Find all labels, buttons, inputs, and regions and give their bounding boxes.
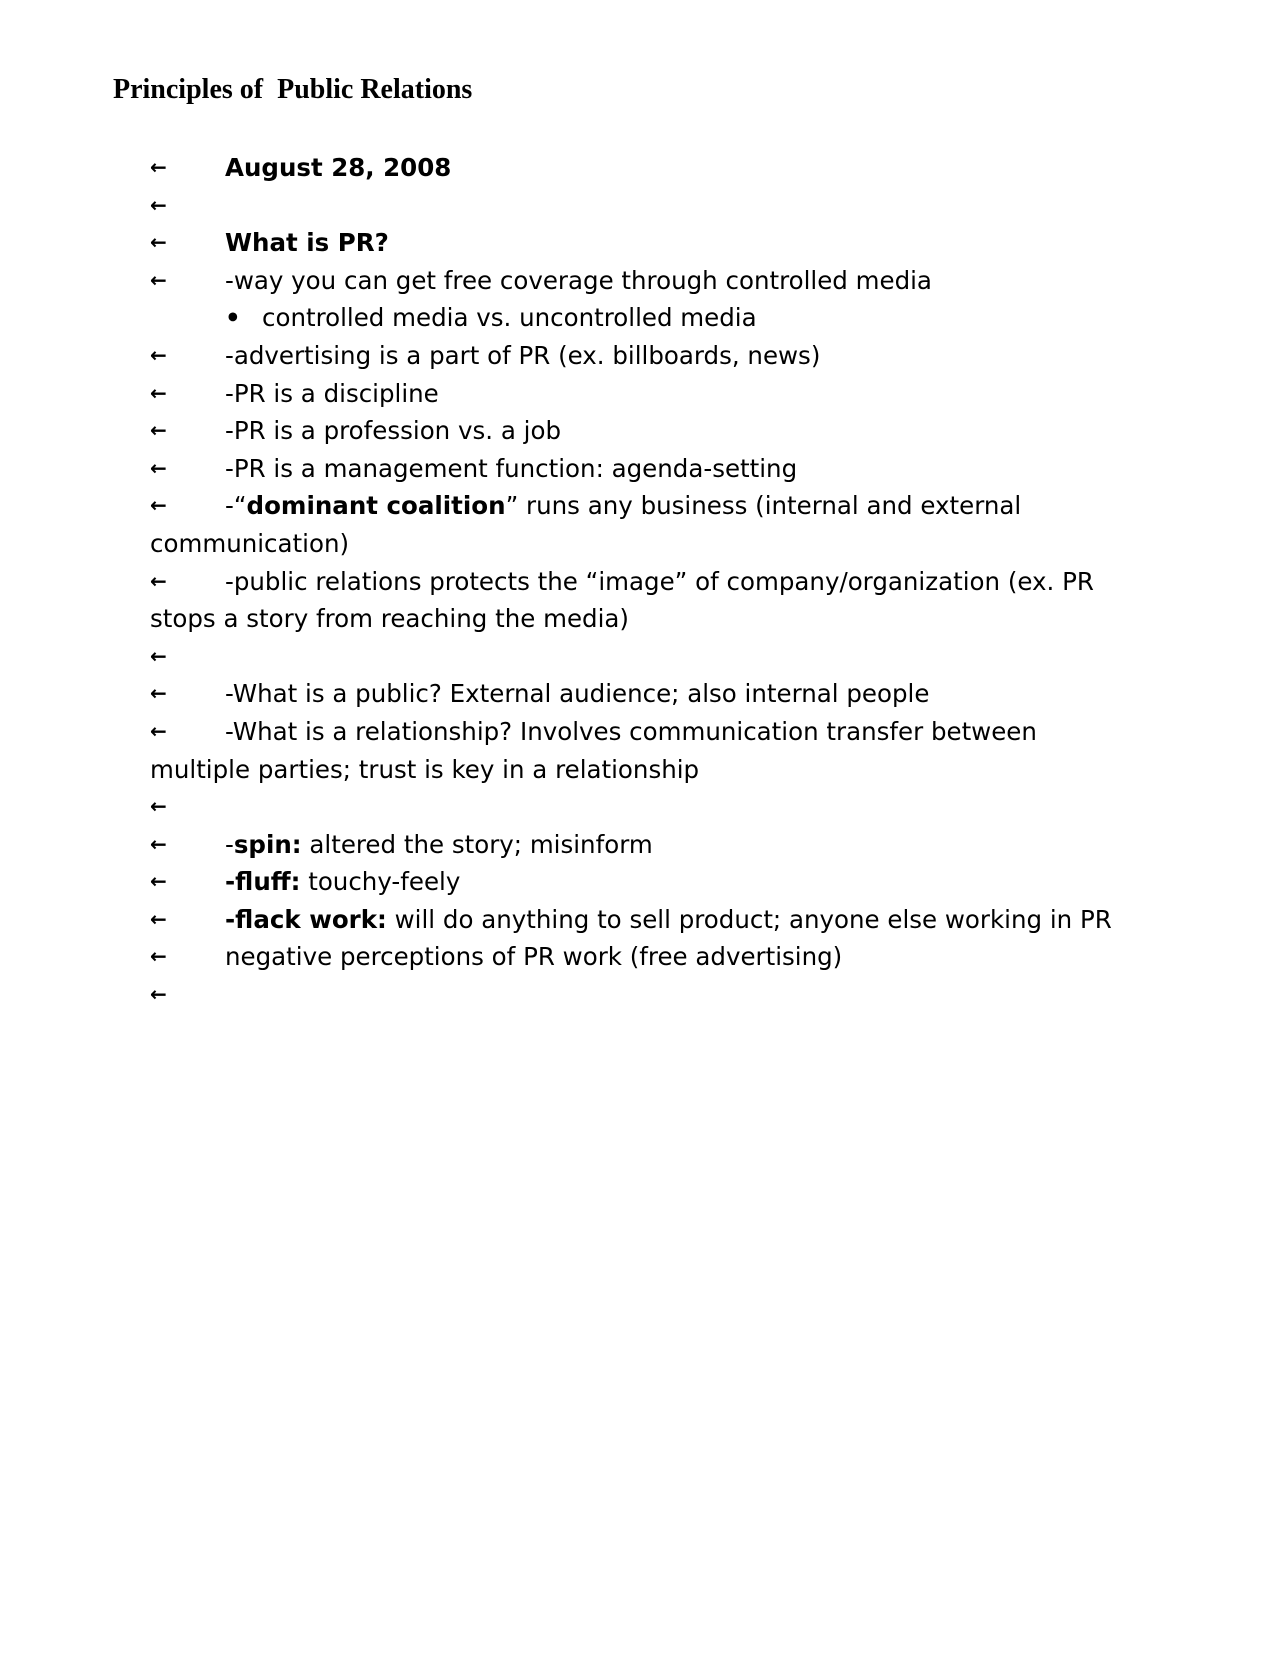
relationship-text: -What is a relationship? Involves communication transfer between multiple parties; trust is key in a relationship: [150, 716, 1037, 784]
empty-line: [150, 788, 1130, 826]
image-line: [150, 563, 1130, 638]
fluff-term: -fluff:: [225, 867, 301, 897]
discipline-line: [150, 375, 1130, 413]
spin-prefix: -: [225, 829, 234, 859]
arrow-left-icon: ←: [150, 230, 167, 255]
bullet-icon: •: [225, 303, 241, 333]
spin-rest-text: altered the story; misinform: [301, 829, 653, 859]
spin-line: [150, 826, 1130, 864]
fluff-rest-text: touchy-feely: [300, 867, 461, 897]
dominant-prefix: -“: [225, 491, 247, 521]
arrow-left-icon: ←: [150, 794, 167, 819]
empty-line: [150, 187, 1130, 225]
fluff-line: [150, 863, 1130, 901]
advertising-text: -advertising is a part of PR (ex. billboards, news): [225, 340, 821, 370]
arrow-left-icon: ←: [150, 267, 167, 292]
arrow-left-icon: ←: [150, 944, 167, 969]
arrow-left-icon: ←: [150, 568, 167, 593]
relationship-line: [150, 713, 1130, 788]
arrow-left-icon: ←: [150, 342, 167, 367]
what-is-pr-heading: What is PR?: [225, 228, 389, 258]
public-text: -What is a public? External audience; also internal people: [225, 679, 930, 709]
empty-line: [150, 638, 1130, 676]
arrow-left-icon: ←: [150, 982, 167, 1007]
arrow-left-icon: ←: [150, 380, 167, 405]
document-title: Principles of Public Relations: [113, 74, 473, 105]
spin-term: spin:: [233, 829, 302, 859]
arrow-left-icon: ←: [150, 192, 167, 217]
bullet-media-line: [150, 299, 1130, 337]
management-text: -PR is a management function: agenda-setting: [225, 453, 798, 483]
arrow-left-icon: ←: [150, 418, 167, 443]
arrow-left-icon: ←: [150, 906, 167, 931]
arrow-left-icon: ←: [150, 493, 167, 518]
flack-work-line: [150, 901, 1130, 939]
public-line: [150, 675, 1130, 713]
empty-line: [150, 976, 1130, 1014]
negative-perceptions-line: [150, 938, 1130, 976]
profession-line: [150, 412, 1130, 450]
management-line: [150, 450, 1130, 488]
free-coverage-line: [150, 262, 1130, 300]
dominant-coalition-term: dominant coalition: [246, 491, 506, 521]
arrow-left-icon: ←: [150, 643, 167, 668]
profession-text: -PR is a profession vs. a job: [225, 416, 561, 446]
document-body: [150, 149, 1130, 1014]
flack-work-rest-text: will do anything to sell product; anyone else working in PR: [386, 904, 1112, 934]
bullet-media-text: controlled media vs. uncontrolled media: [262, 303, 757, 333]
arrow-left-icon: ←: [150, 681, 167, 706]
dominant-rest-text: ” runs any business (internal and external communication): [150, 491, 1022, 558]
arrow-left-icon: ←: [150, 718, 167, 743]
date-heading: August 28, 2008: [225, 153, 452, 182]
free-coverage-text: -way you can get free coverage through controlled media: [225, 265, 932, 295]
date-line: [150, 149, 1130, 187]
arrow-left-icon: ←: [150, 155, 167, 179]
dominant-coalition-line: [150, 487, 1130, 562]
advertising-line: [150, 337, 1130, 375]
what-is-pr-line: [150, 224, 1130, 262]
arrow-left-icon: ←: [150, 455, 167, 480]
flack-work-term: -flack work:: [225, 904, 387, 934]
arrow-left-icon: ←: [150, 869, 167, 894]
arrow-left-icon: ←: [150, 831, 167, 856]
image-text: -public relations protects the “image” of company/organization (ex. PR stops a story from reaching the media): [150, 566, 1094, 634]
negative-perceptions-text: negative perceptions of PR work (free advertising): [225, 942, 843, 972]
discipline-text: -PR is a discipline: [225, 378, 439, 408]
